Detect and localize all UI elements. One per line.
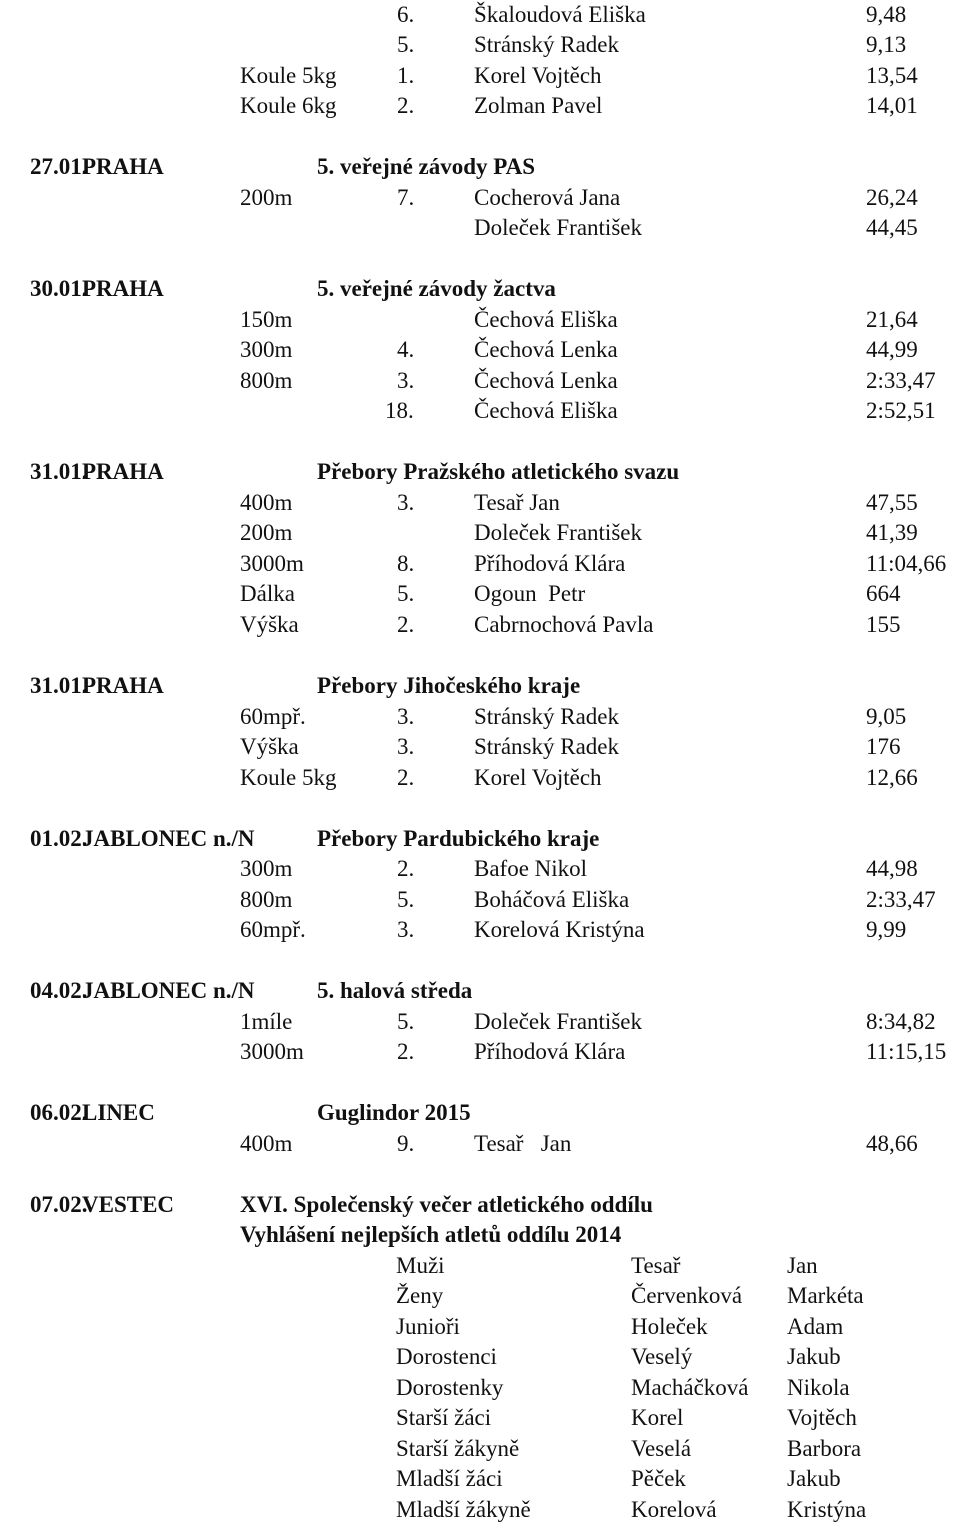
result-row-event: 300m (240, 856, 293, 881)
result-row-place: 8. (397, 551, 415, 576)
result-row-athlete: Doleček František (474, 520, 642, 545)
result-row-athlete: Stránský Radek (474, 32, 620, 57)
result-row-event: 60mpř. (240, 917, 306, 942)
award-surname: Tesař (631, 1253, 681, 1278)
result-row-athlete: Ogoun Petr (474, 581, 586, 606)
award-category: Dorostenky (396, 1375, 504, 1400)
result-row-place: 18. (385, 398, 414, 423)
result-row-event: 3000m (240, 1039, 304, 1064)
result-row-event: Koule 5kg (240, 63, 337, 88)
result-row-event: 300m (240, 337, 293, 362)
result-row-place: 3. (397, 734, 415, 759)
award-surname: Veselý (631, 1344, 693, 1369)
meet-date: 01.02. (30, 826, 88, 851)
result-row-athlete: Čechová Eliška (474, 307, 618, 332)
result-row-value: 9,99 (866, 917, 907, 942)
award-surname: Korel (631, 1405, 684, 1430)
meet-title: 5. halová středa (317, 978, 473, 1003)
result-row-place: 1. (397, 63, 415, 88)
result-row-value: 664 (866, 581, 901, 606)
result-row-place: 5. (397, 32, 415, 57)
meet-title: 5. veřejné závody žactva (317, 276, 556, 301)
result-row-event: Koule 5kg (240, 765, 337, 790)
meet-location: PRAHA (82, 154, 164, 179)
result-row-athlete: Zolman Pavel (474, 93, 603, 118)
result-row-athlete: Příhodová Klára (474, 551, 626, 576)
result-row-value: 2:33,47 (866, 368, 936, 393)
result-row-event: 200m (240, 520, 293, 545)
result-row-value: 44,99 (866, 337, 918, 362)
meet-date: 31.01. (30, 459, 88, 484)
award-firstname: Vojtěch (787, 1405, 857, 1430)
result-row-athlete: Bafoe Nikol (474, 856, 588, 881)
award-firstname: Jan (787, 1253, 818, 1278)
result-row-athlete: Korelová Kristýna (474, 917, 645, 942)
result-row-athlete: Stránský Radek (474, 734, 620, 759)
meet-date: 04.02. (30, 978, 88, 1003)
result-row-value: 9,48 (866, 2, 907, 27)
meet-date: 31.01. (30, 673, 88, 698)
result-row-value: 14,01 (866, 93, 918, 118)
meet-location: PRAHA (82, 673, 164, 698)
award-firstname: Adam (787, 1314, 844, 1339)
result-row-place: 2. (397, 612, 415, 637)
result-row-athlete: Cocherová Jana (474, 185, 621, 210)
meet-title: Přebory Pardubického kraje (317, 826, 600, 851)
result-row-event: 1míle (240, 1009, 293, 1034)
award-firstname: Kristýna (787, 1497, 867, 1522)
award-category: Starší žákyně (396, 1436, 520, 1461)
result-row-athlete: Boháčová Eliška (474, 887, 630, 912)
result-row-place: 4. (397, 337, 415, 362)
result-row-value: 176 (866, 734, 901, 759)
result-row-athlete: Tesař Jan (474, 490, 560, 515)
result-row-event: 150m (240, 307, 293, 332)
result-row-place: 3. (397, 917, 415, 942)
meet-location: LINEC (82, 1100, 155, 1125)
result-row-value: 9,05 (866, 704, 907, 729)
result-row-place: 2. (397, 1039, 415, 1064)
result-row-place: 7. (397, 185, 415, 210)
result-row-event: 800m (240, 887, 293, 912)
award-category: Dorostenci (396, 1344, 497, 1369)
award-firstname: Barbora (787, 1436, 862, 1461)
result-row-event: Výška (240, 734, 299, 759)
result-row-event: 400m (240, 490, 293, 515)
meet-date: 30.01. (30, 276, 88, 301)
result-row-athlete: Čechová Lenka (474, 337, 618, 362)
award-firstname: Jakub (787, 1466, 841, 1491)
result-row-value: 9,13 (866, 32, 907, 57)
result-row-athlete: Škaloudová Eliška (474, 2, 646, 27)
evening-subtitle: Vyhlášení nejlepších atletů oddílu 2014 (240, 1222, 622, 1247)
award-category: Mladší žáci (396, 1466, 503, 1491)
award-category: Ženy (396, 1283, 444, 1308)
result-row-place: 5. (397, 581, 415, 606)
result-row-athlete: Tesař Jan (474, 1131, 572, 1156)
result-row-event: 400m (240, 1131, 293, 1156)
result-row-event: 800m (240, 368, 293, 393)
evening-title: XVI. Společenský večer atletického oddílu (240, 1192, 653, 1217)
result-row-value: 48,66 (866, 1131, 918, 1156)
result-row-value: 41,39 (866, 520, 918, 545)
award-surname: Veselá (631, 1436, 692, 1461)
result-row-athlete: Čechová Lenka (474, 368, 618, 393)
meet-location: JABLONEC n./N (82, 826, 255, 851)
meet-title: 5. veřejné závody PAS (317, 154, 536, 179)
result-row-athlete: Korel Vojtěch (474, 765, 602, 790)
result-row-place: 5. (397, 887, 415, 912)
meet-location: PRAHA (82, 276, 164, 301)
result-row-event: 200m (240, 185, 293, 210)
award-category: Starší žáci (396, 1405, 492, 1430)
result-row-athlete: Doleček František (474, 1009, 642, 1034)
result-row-value: 2:33,47 (866, 887, 936, 912)
result-row-athlete: Doleček František (474, 215, 642, 240)
result-row-place: 2. (397, 93, 415, 118)
result-row-event: Výška (240, 612, 299, 637)
result-row-value: 44,98 (866, 856, 918, 881)
result-row-value: 8:34,82 (866, 1009, 936, 1034)
meet-location: JABLONEC n./N (82, 978, 255, 1003)
result-row-place: 3. (397, 490, 415, 515)
result-row-place: 6. (397, 2, 415, 27)
award-surname: Macháčková (631, 1375, 749, 1400)
result-row-athlete: Čechová Eliška (474, 398, 618, 423)
meet-title: Přebory Jihočeského kraje (317, 673, 581, 698)
award-category: Muži (396, 1253, 445, 1278)
result-row-place: 2. (397, 765, 415, 790)
result-row-value: 11:04,66 (866, 551, 947, 576)
meet-title: Přebory Pražského atletického svazu (317, 459, 680, 484)
result-row-place: 3. (397, 704, 415, 729)
result-row-value: 21,64 (866, 307, 918, 332)
award-category: Junioři (396, 1314, 460, 1339)
meet-date: 06.02. (30, 1100, 88, 1125)
meet-title: Guglindor 2015 (317, 1100, 471, 1125)
result-row-event: Dálka (240, 581, 295, 606)
meet-location: VESTEC (82, 1192, 175, 1217)
result-row-value: 12,66 (866, 765, 918, 790)
result-row-athlete: Cabrnochová Pavla (474, 612, 654, 637)
result-row-athlete: Příhodová Klára (474, 1039, 626, 1064)
result-row-value: 13,54 (866, 63, 918, 88)
award-firstname: Jakub (787, 1344, 841, 1369)
result-row-place: 9. (397, 1131, 415, 1156)
result-row-value: 155 (866, 612, 901, 637)
meet-date: 07.02. (30, 1192, 88, 1217)
award-firstname: Markéta (787, 1283, 864, 1308)
result-row-value: 26,24 (866, 185, 918, 210)
award-surname: Červenková (631, 1283, 743, 1308)
award-firstname: Nikola (787, 1375, 850, 1400)
result-row-value: 11:15,15 (866, 1039, 947, 1064)
result-row-place: 2. (397, 856, 415, 881)
award-surname: Korelová (631, 1497, 717, 1522)
result-row-event: Koule 6kg (240, 93, 337, 118)
result-row-event: 3000m (240, 551, 304, 576)
result-row-event: 60mpř. (240, 704, 306, 729)
result-row-place: 3. (397, 368, 415, 393)
result-row-value: 2:52,51 (866, 398, 936, 423)
award-surname: Holeček (631, 1314, 708, 1339)
meet-date: 27.01. (30, 154, 88, 179)
result-row-athlete: Korel Vojtěch (474, 63, 602, 88)
result-row-place: 5. (397, 1009, 415, 1034)
result-row-value: 44,45 (866, 215, 918, 240)
award-surname: Pěček (631, 1466, 686, 1491)
result-row-value: 47,55 (866, 490, 918, 515)
result-row-athlete: Stránský Radek (474, 704, 620, 729)
award-category: Mladší žákyně (396, 1497, 531, 1522)
meet-location: PRAHA (82, 459, 164, 484)
